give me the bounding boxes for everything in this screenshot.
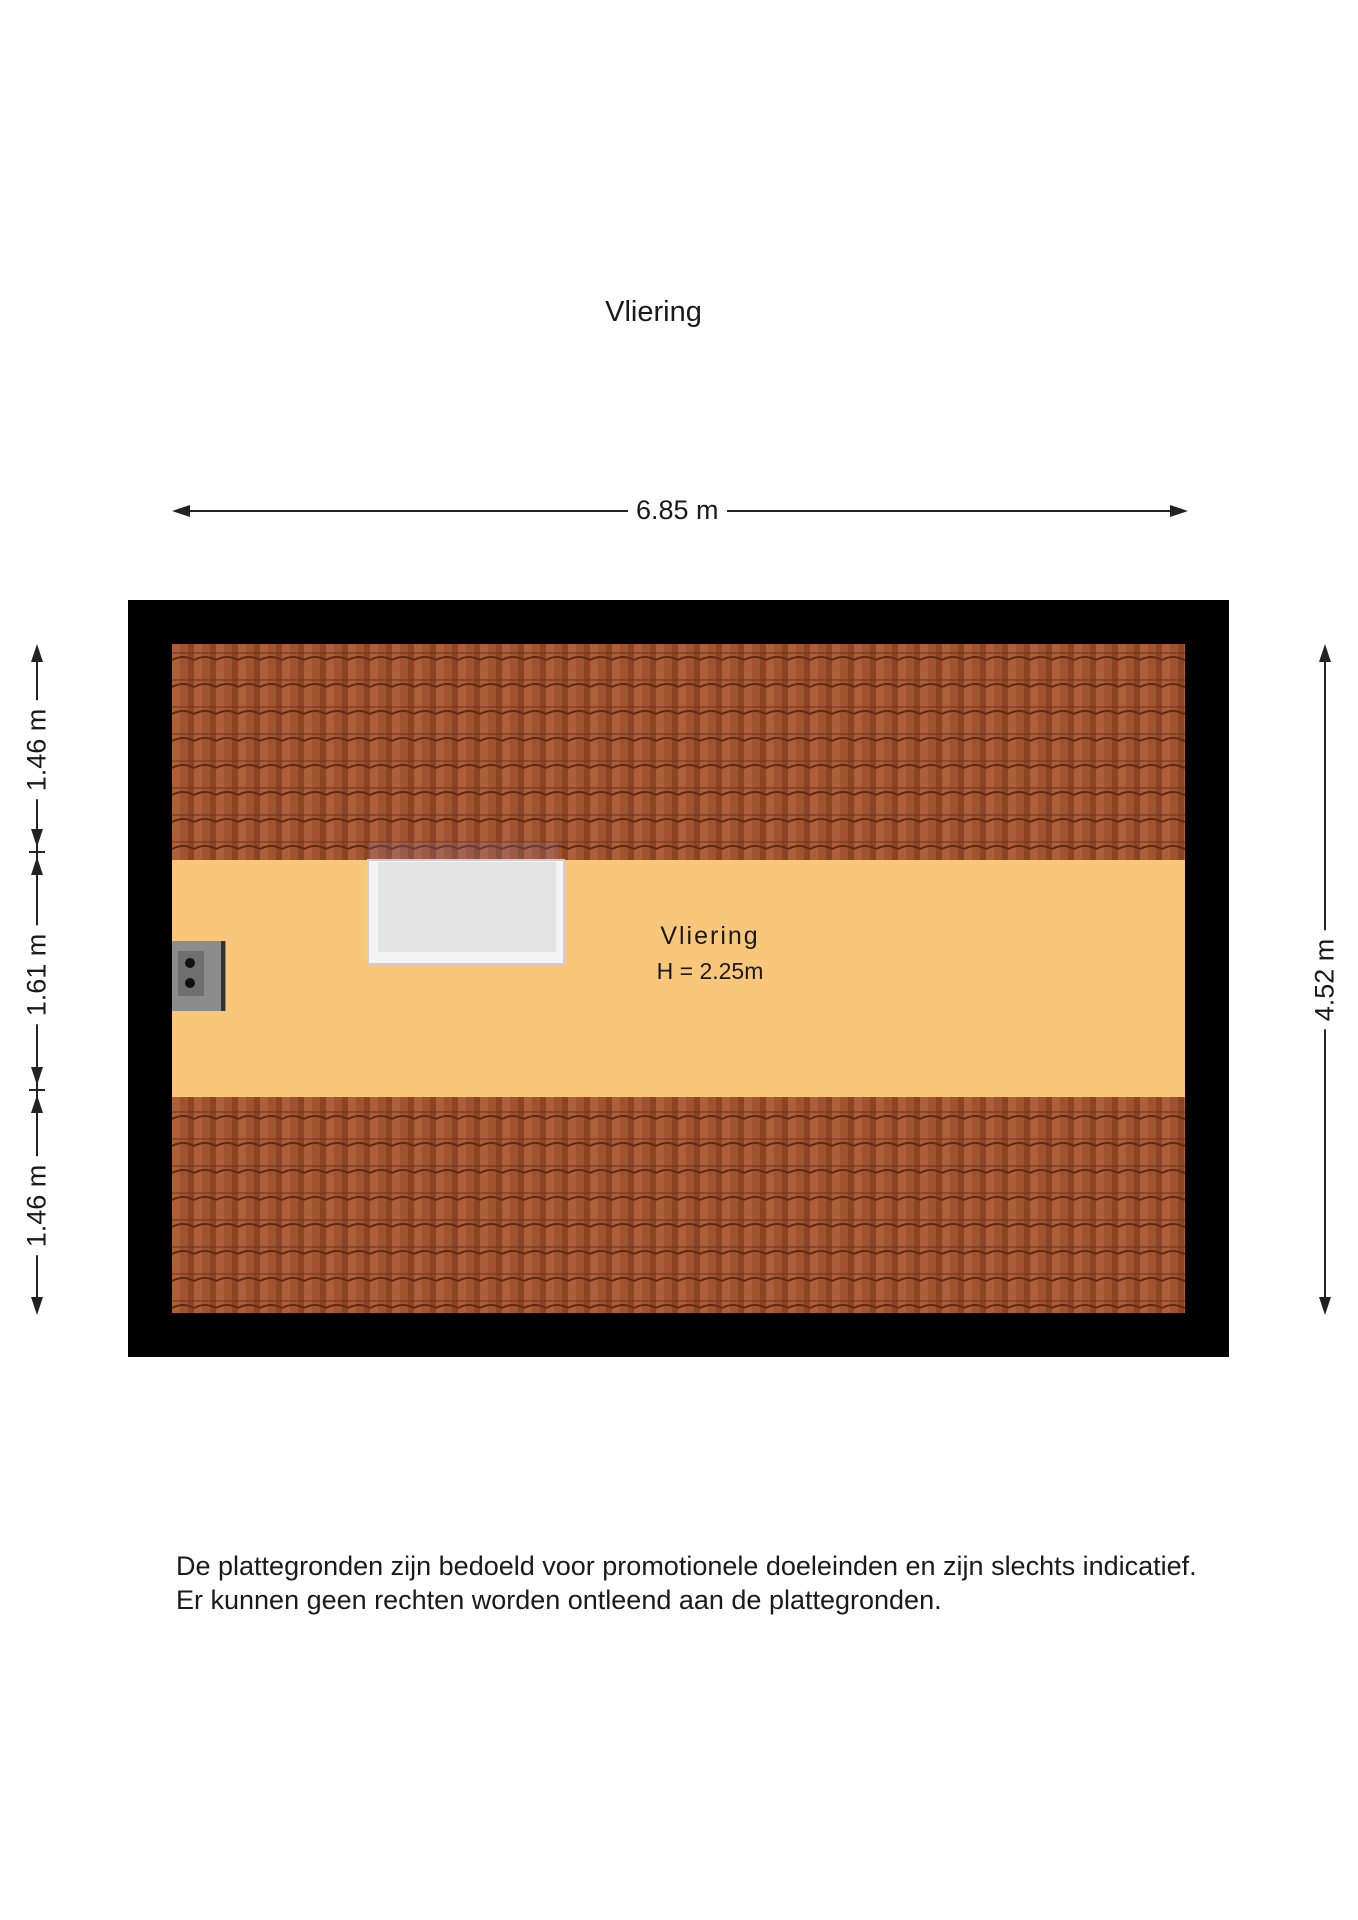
- page-title: Vliering: [605, 296, 702, 328]
- disclaimer-line-1: De plattegronden zijn bedoeld voor promotionele doeleinden en zijn slechts indicatief.: [176, 1551, 1197, 1581]
- disclaimer-line-2: Er kunnen geen rechten worden ontleend aan de plattegronden.: [176, 1585, 942, 1615]
- left-dimension-label-bottom: 1.46 m: [22, 1157, 53, 1256]
- roof-tiles-top: [172, 644, 1185, 860]
- chimney-vent: [172, 941, 226, 1011]
- roof-hatch: [368, 842, 564, 964]
- width-dimension-label: 6.85 m: [628, 495, 727, 526]
- left-dimension-label-middle: 1.61 m: [22, 926, 53, 1025]
- room-name: Vliering: [660, 922, 760, 950]
- roof-tiles-bottom: [172, 1097, 1185, 1313]
- left-dimension-label-top: 1.46 m: [22, 701, 53, 800]
- right-dimension-label: 4.52 m: [1310, 931, 1341, 1030]
- disclaimer: [176, 1549, 1197, 1617]
- room-height: H = 2.25m: [656, 958, 764, 984]
- floor-plan: [128, 600, 1229, 1357]
